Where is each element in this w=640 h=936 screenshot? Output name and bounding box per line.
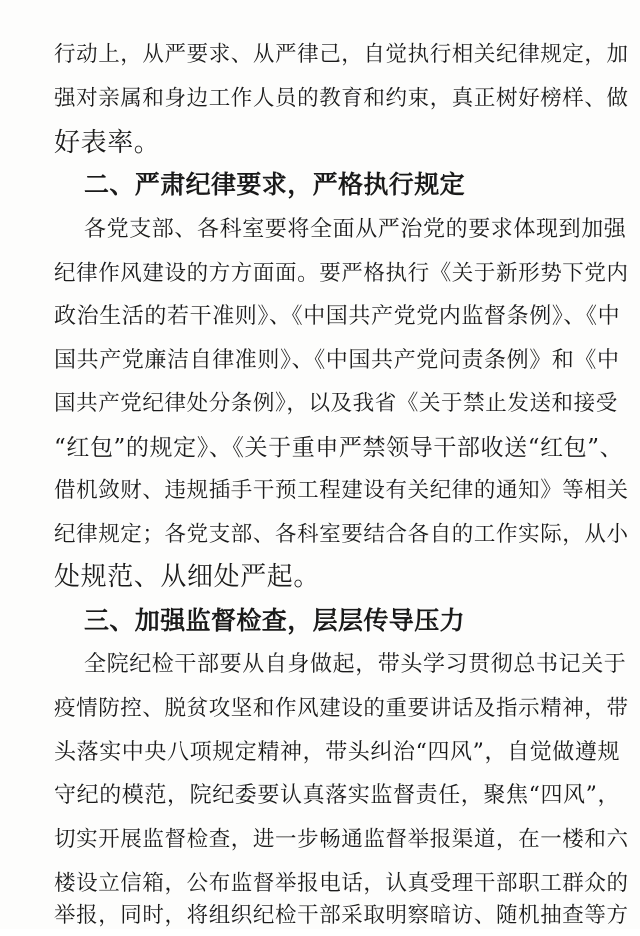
paragraph-3-line-4: 守纪的模范，院纪委要认真落实监督责任，聚焦“四风”， xyxy=(54,783,621,808)
paragraph-3-line-5: 切实开展监督检查，进一步畅通监督举报渠道，在一楼和六 xyxy=(54,827,629,852)
section-heading-3: 三、加强监督检查，层层传导压力 xyxy=(84,606,466,635)
paragraph-3-line-6: 楼设立信箱，公布监督举报电话，认真受理干部职工群众的 xyxy=(54,871,629,896)
paragraph-2-line-2: 纪律作风建设的方方面面。要严格执行《关于新形势下党内 xyxy=(54,261,629,286)
paragraph-3-line-1: 全院纪检干部要从自身做起，带头学习贯彻总书记关于 xyxy=(84,652,627,677)
paragraph-2-line-5: 国共产党纪律处分条例》，以及我省《关于禁止发送和接受 xyxy=(54,391,618,416)
paragraph-2-line-6: “红包”的规定》、《关于重申严禁领导干部收送“红包”、 xyxy=(54,435,624,461)
paragraph-1-line-1: 行动上，从严要求、从严律己，自觉执行相关纪律规定，加 xyxy=(54,42,629,67)
paragraph-3-line-7: 举报，同时，将组织纪检干部采取明察暗访、随机抽查等方 xyxy=(54,903,629,928)
paragraph-2-line-1: 各党支部、各科室要将全面从严治党的要求体现到加强 xyxy=(84,217,627,242)
paragraph-3-line-3: 头落实中央八项规定精神，带头纠治“四风”，自觉做遵规 xyxy=(54,740,621,765)
section-heading-2: 二、严肃纪律要求，严格执行规定 xyxy=(84,170,466,199)
paragraph-1-line-2: 强对亲属和身边工作人员的教育和约束，真正树好榜样、做 xyxy=(54,86,629,111)
paragraph-1-line-3: 好表率。 xyxy=(54,128,161,158)
paragraph-2-line-3: 政治生活的若干准则》、《中国共产党党内监督条例》、《中 xyxy=(54,304,621,329)
paragraph-2-line-4: 国共产党廉洁自律准则》、《中国共产党问责条例》和《中 xyxy=(54,348,620,373)
paragraph-3-line-2: 疫情防控、脱贫攻坚和作风建设的重要讲话及指示精神，带 xyxy=(54,696,629,721)
paragraph-2-line-8: 纪律规定；各党支部、各科室要结合各自的工作实际，从小 xyxy=(54,522,629,547)
paragraph-2-line-9: 处规范、从细处严起。 xyxy=(54,562,321,592)
paragraph-2-line-7: 借机敛财、违规插手干预工程建设有关纪律的通知》等相关 xyxy=(54,478,629,503)
